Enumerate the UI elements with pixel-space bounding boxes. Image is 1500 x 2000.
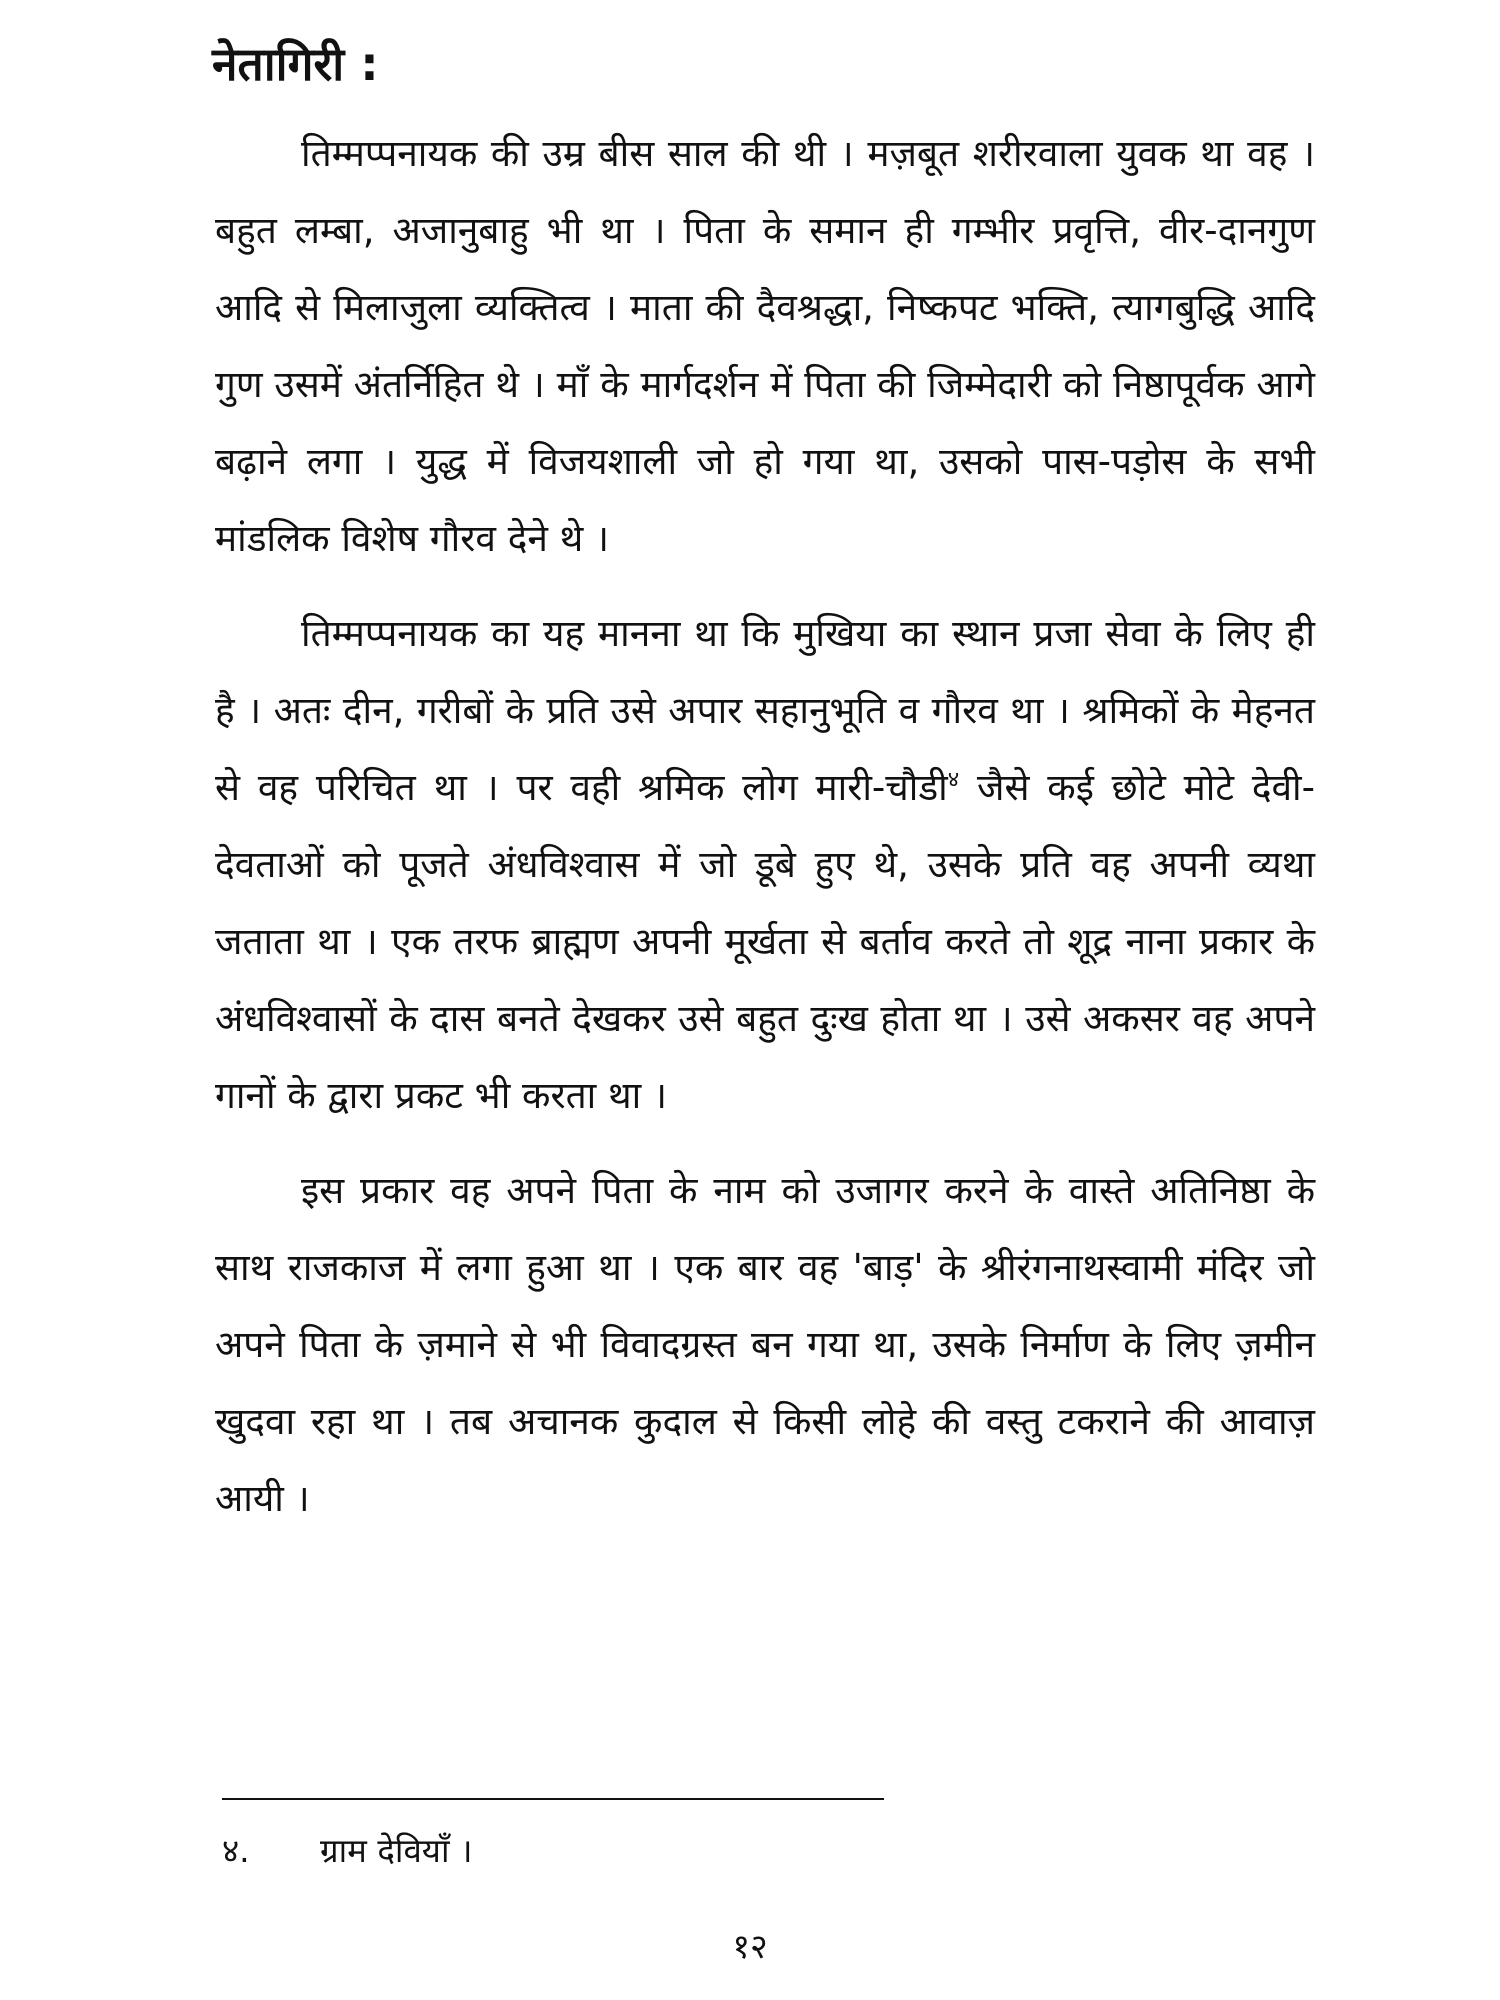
footnote-text: ग्राम देवियाँ । bbox=[320, 1831, 473, 1870]
paragraph-2 bbox=[215, 595, 1315, 1134]
footnote-number: ४. bbox=[222, 1831, 250, 1870]
page-number: १२ bbox=[732, 1927, 768, 1967]
footnote-divider bbox=[222, 1798, 884, 1800]
footnote bbox=[222, 1826, 473, 1876]
paragraph-3: इस प्रकार वह अपने पिता के नाम को उजागर करने के वास्ते अतिनिष्ठा के साथ राजकाज में लगा हुआ था । एक बार वह 'बाड़' के श्रीरंगनाथस्वामी मंदिर जो अपने पिता के ज़माने से भी विवादग्रस्त बन गया था, उसके निर्माण के लिए ज़मीन खुदवा रहा था । तब अचानक कुदाल से किसी लोहे की वस्तु टकराने की आवाज़ आयी । bbox=[215, 1169, 1315, 1520]
footnote-reference: ४ bbox=[947, 767, 960, 793]
paragraph-1: तिम्मप्पनायक की उम्र बीस साल की थी । मज़बूत शरीरवाला युवक था वह । बहुत लम्बा, अजानुबाहु भी था । पिता के समान ही गम्भीर प्रवृत्ति, वीर-दानगुण आदि से मिलाजुला व्यक्तित्व । माता की दैवश्रद्धा, निष्कपट भक्ति, त्यागबुद्धि आदि गुण उसमें अंतर्निहित थे । माँ के मार्गदर्शन में पिता की जिम्मेदारी को निष्ठापूर्वक आगे बढ़ाने लगा । युद्ध में विजयशाली जो हो गया था, उसको पास-पड़ोस के सभी मांडलिक विशेष गौरव देने थे । bbox=[215, 132, 1315, 560]
body-text bbox=[215, 115, 1315, 1555]
paragraph-2-text-end: जैसे कई छोटे मोटे देवी-देवताओं को पूजते अंधविश्वास में जो डूबे हुए थे, उसके प्रति वह अपनी व्यथा जताता था । एक तरफ ब्राह्मण अपनी मूर्खता से बर्ताव करते तो शूद्र नाना प्रकार के अंधविश्वासों के दास बनते देखकर उसे बहुत दुःख होता था । उसे अकसर वह अपने गानों के द्वारा प्रकट भी करता था । bbox=[215, 766, 1315, 1117]
paragraph-2-text-start: तिम्मप्पनायक का यह मानना था कि मुखिया का स्थान प्रजा सेवा के लिए ही है । अतः दीन, गरीबों के प्रति उसे अपार सहानुभूति व गौरव था । श्रमिकों के मेहनत से वह परिचित था । पर वही श्रमिक लोग मारी-चौडी bbox=[215, 612, 1315, 809]
section-heading: नेतागिरी : bbox=[212, 37, 379, 91]
